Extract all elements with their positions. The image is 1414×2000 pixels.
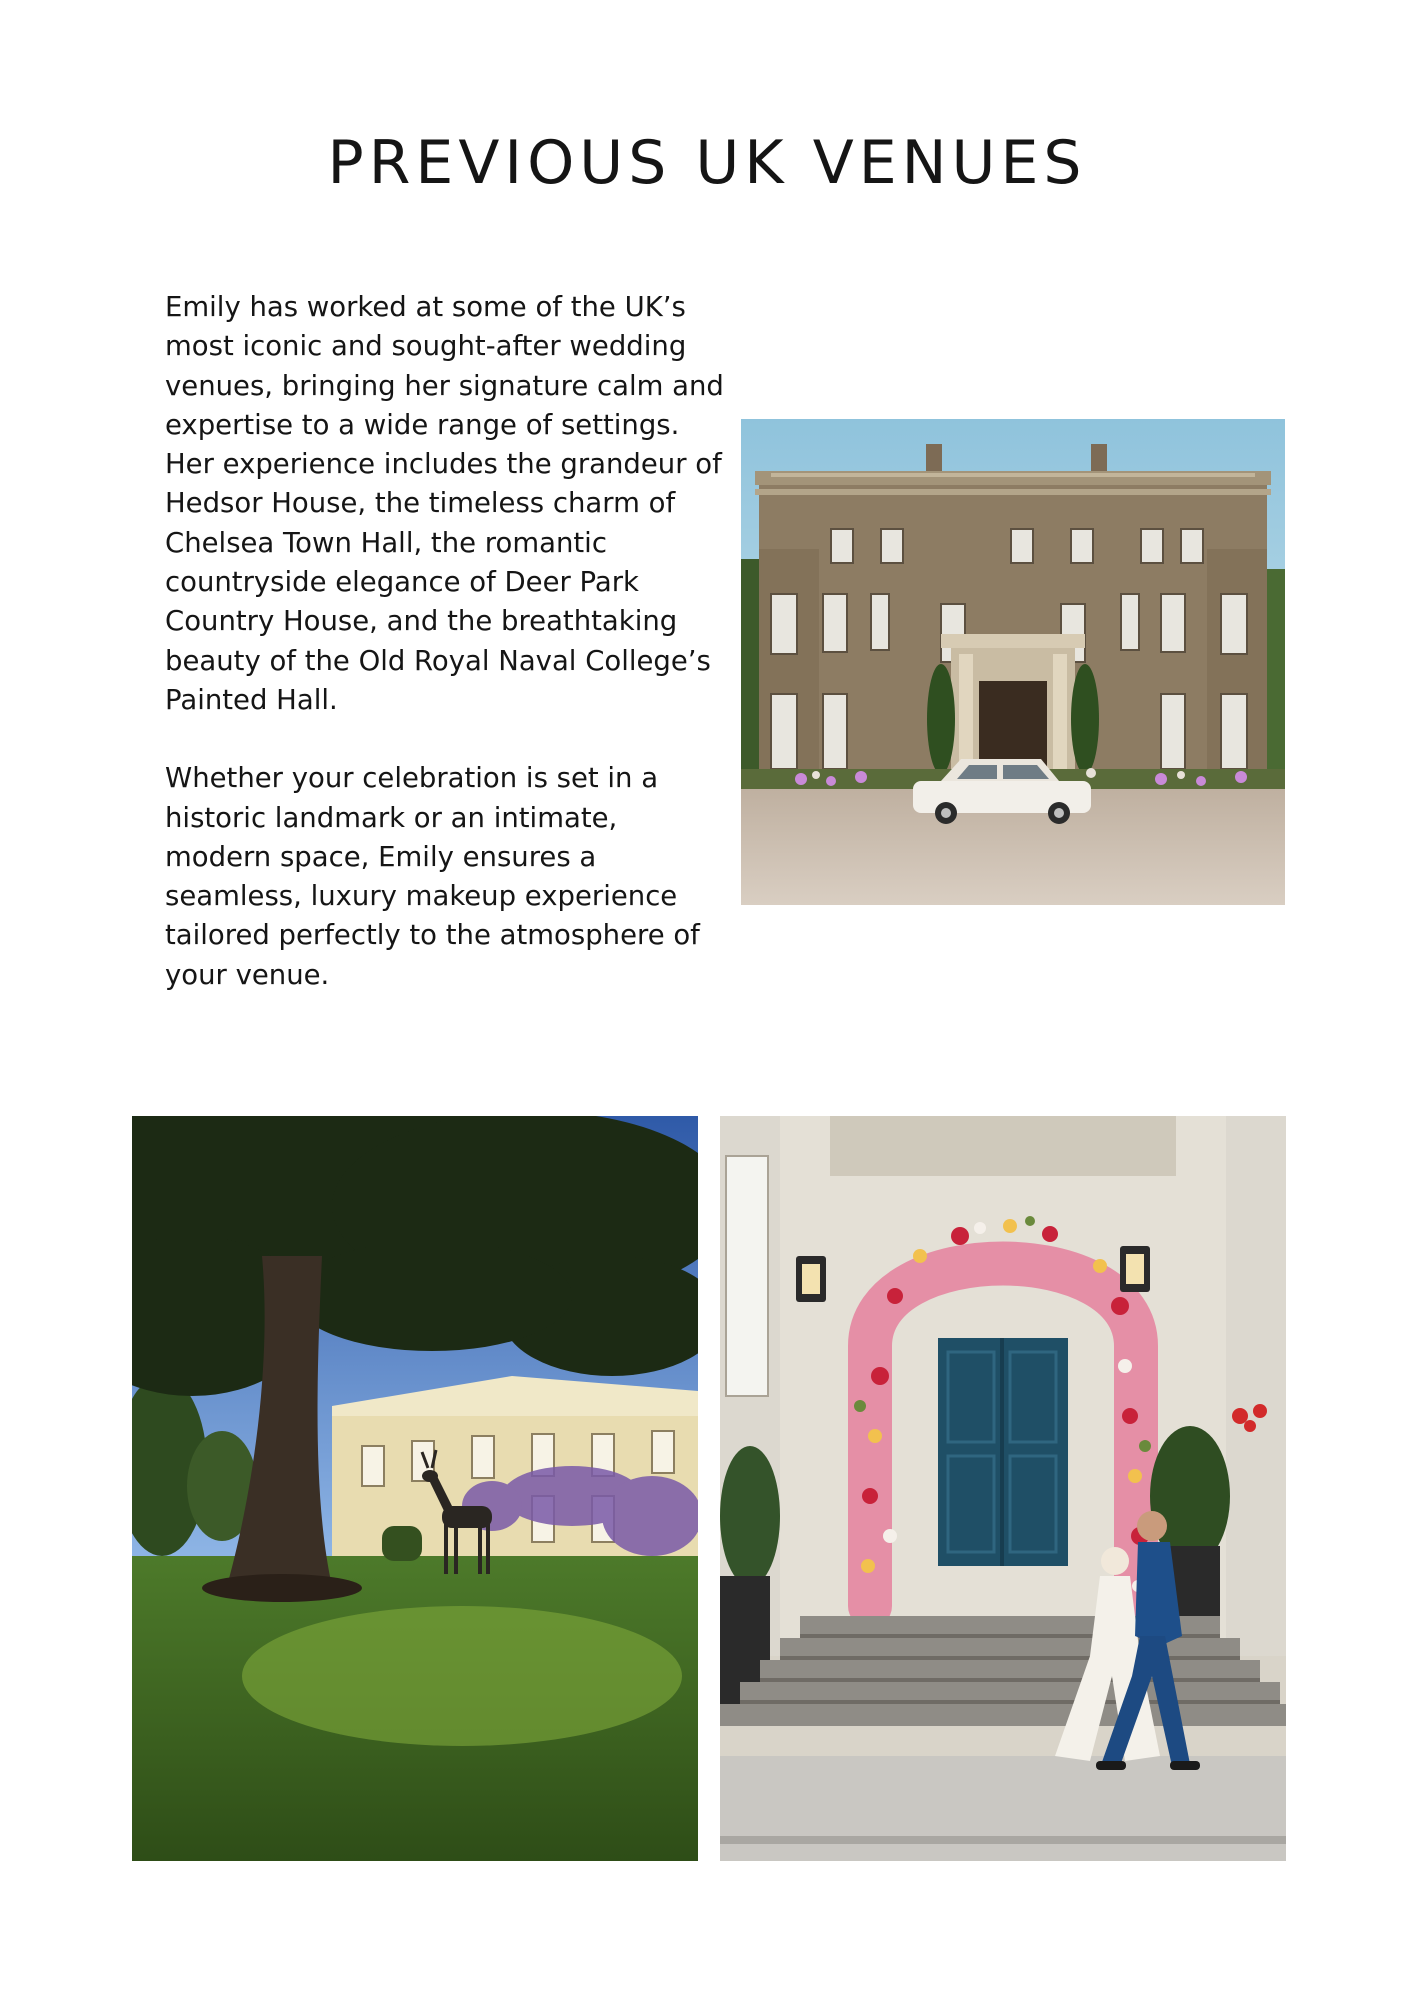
floral-doorway-couple-photo — [720, 1116, 1286, 1861]
page-title: PREVIOUS UK VENUES — [327, 128, 1087, 198]
manor-house-photo — [741, 419, 1285, 905]
body-copy — [165, 288, 725, 1034]
country-house-deer-photo — [132, 1116, 698, 1861]
closing-paragraph: Whether your celebration is set in a historic landmark or an intimate, modern space, Emily ensures a seamless, luxury makeup experience tailored perfectly to the atmosphere of your venue. — [165, 762, 700, 991]
intro-paragraph: Emily has worked at some of the UK’s most iconic and sought-after wedding venues, bringing her signature calm and expertise to a wide range of settings. Her experience includes the grandeur of Hedsor House, the timeless charm of Chelsea Town Hall, the romantic countryside elegance of Deer Park Country House, and the breathtaking beauty of the Old Royal Naval College’s Painted Hall. — [165, 291, 724, 716]
